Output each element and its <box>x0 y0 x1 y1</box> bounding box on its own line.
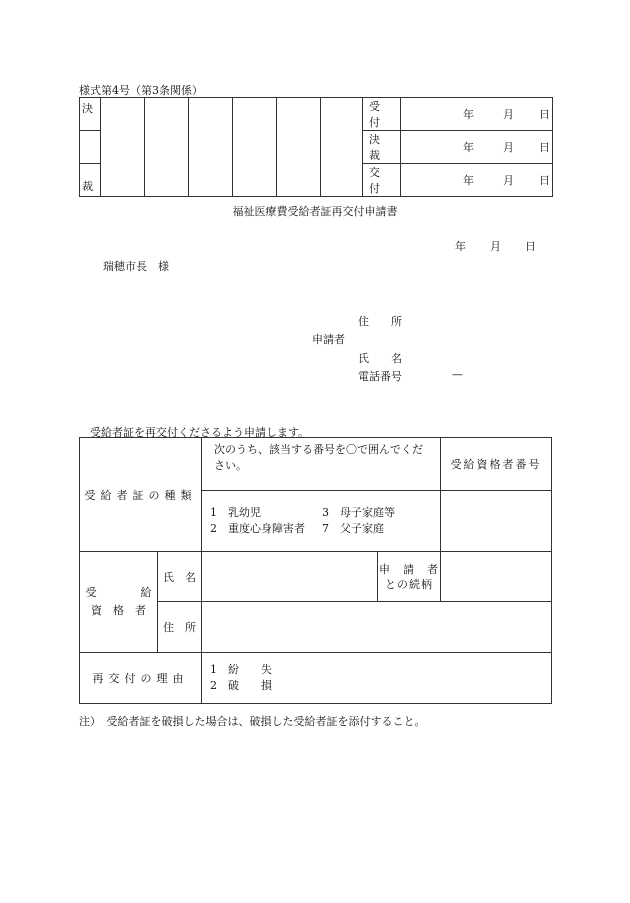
approval-stamp-box <box>277 98 321 197</box>
card-type-options <box>202 491 441 552</box>
date-received <box>401 98 553 131</box>
relation-label: 申 請 者 との続柄 <box>378 552 441 602</box>
stage-issued: 交 付 <box>363 164 401 197</box>
approval-stamp-box <box>233 98 277 197</box>
reason-options <box>202 653 552 704</box>
day-label: 日 <box>539 174 550 187</box>
phone-dash: — <box>452 368 463 381</box>
approval-stamp-box <box>145 98 189 197</box>
month-label: 月 <box>503 141 514 154</box>
stage-approved: 決 裁 <box>363 131 401 164</box>
day-label: 日 <box>539 141 550 154</box>
qualified-person-label: 受 給 資 格 者 <box>80 552 158 653</box>
document-title: 福祉医療費受給者証再交付申請書 <box>232 205 398 218</box>
date-year: 年 <box>455 240 466 253</box>
note-text: 注） 受給者証を破損した場合は、破損した受給者証を添付すること。 <box>79 715 426 728</box>
date-issued <box>401 164 553 197</box>
approval-table <box>79 97 553 197</box>
address-field[interactable] <box>202 602 552 653</box>
year-label: 年 <box>463 141 474 154</box>
reason-lost: 1 紛 失 <box>210 663 272 676</box>
approval-stamp-box <box>321 98 363 197</box>
instruction-text: 次のうち、該当する番号を〇で囲んでください。 <box>202 438 441 491</box>
applicant-name-label: 氏 名 <box>358 352 402 365</box>
addressee: 瑞穂市長 様 <box>103 260 169 273</box>
qualified-number-field[interactable] <box>441 491 552 552</box>
stage-received: 受 付 <box>363 98 401 131</box>
option-infant: 1 乳幼児 <box>210 506 261 519</box>
date-month: 月 <box>490 240 501 253</box>
name-label: 氏 名 <box>158 552 202 602</box>
approval-stamp-box <box>189 98 233 197</box>
option-disability: 2 重度心身障害者 <box>210 522 305 535</box>
address-label: 住 所 <box>158 602 202 653</box>
kessai-label-top: 決 <box>80 98 101 131</box>
month-label: 月 <box>503 108 514 121</box>
application-table <box>79 437 552 704</box>
option-single-father: 7 父子家庭 <box>322 522 384 535</box>
name-field[interactable] <box>202 552 378 602</box>
month-label: 月 <box>503 174 514 187</box>
relation-field[interactable] <box>441 552 552 602</box>
date-approved <box>401 131 553 164</box>
date-day: 日 <box>525 240 536 253</box>
reason-label: 再交付の理由 <box>80 653 202 704</box>
reason-damaged: 2 破 損 <box>210 679 272 692</box>
year-label: 年 <box>463 108 474 121</box>
applicant-address-label: 住 所 <box>358 315 402 328</box>
qualified-number-label: 受給資格者番号 <box>441 438 552 491</box>
day-label: 日 <box>539 108 550 121</box>
approval-stamp-box <box>101 98 145 197</box>
request-text: 受給者証を再交付くださるよう申請します。 <box>90 426 310 439</box>
applicant-label: 申請者 <box>312 333 345 346</box>
kessai-label-mid <box>80 131 101 164</box>
card-type-label: 受給者証の種類 <box>80 438 202 552</box>
kessai-label-bottom: 裁 <box>80 164 101 197</box>
year-label: 年 <box>463 174 474 187</box>
form-number: 様式第4号（第3条関係） <box>79 84 203 97</box>
applicant-phone-label: 電話番号 <box>358 370 402 383</box>
option-single-mother: 3 母子家庭等 <box>322 506 395 519</box>
